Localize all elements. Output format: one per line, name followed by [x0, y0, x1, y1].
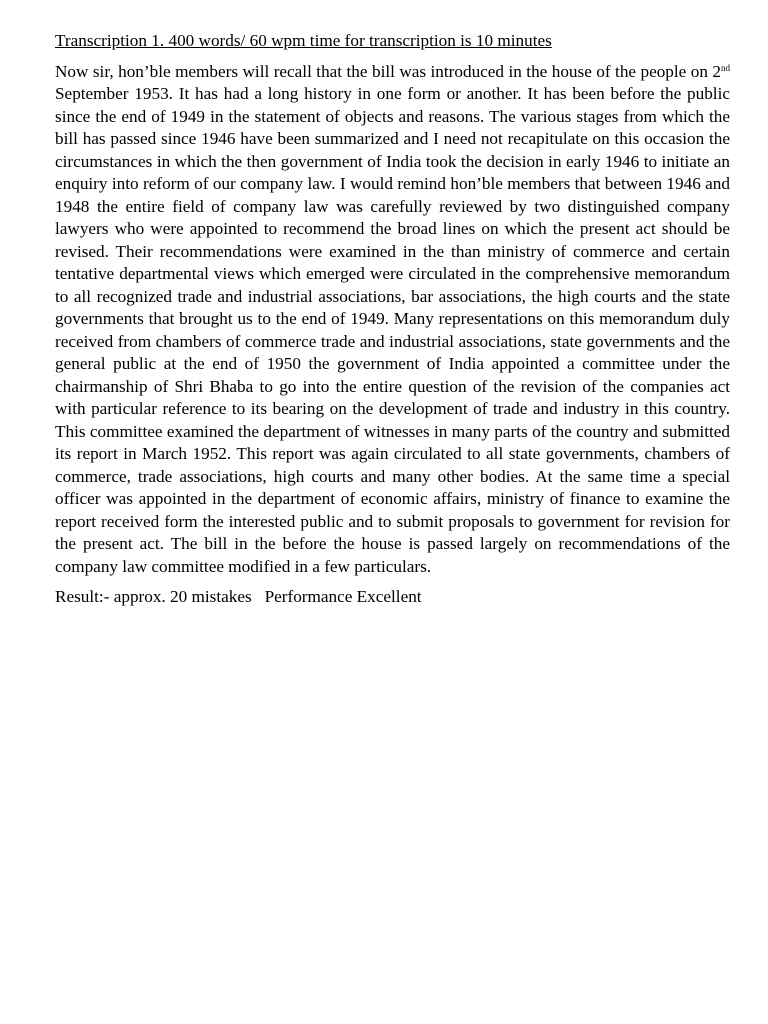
result-line: Result:- approx. 20 mistakes Performance Excellent — [55, 587, 422, 606]
paragraph-lead: Now sir, hon’ble members will recall that the bill was introduced in the house of the people on 2 — [55, 61, 721, 81]
document-title: Transcription 1. 400 words/ 60 wpm time for transcription is 10 minutes — [55, 31, 552, 50]
document-page — [55, 30, 730, 609]
ordinal-superscript: nd — [721, 62, 730, 73]
paragraph-rest: September 1953. It has had a long history in one form or another. It has been before the public since the end of 1949 in the statement of objects and reasons. The various stages from which the bill has passed since 1946 have been summarized and I need not recapitulate on this occasion the circumstances in which the then government of India took the decision in early 1946 to initiate an enquiry into reform of our company law. I would remind hon’ble members that between 1946 and 1948 the entire field of company law was carefully reviewed by two distinguished company lawyers who were appointed to recommend the broad lines on which the present act should be revised. Their recommendations were examined in the than ministry of commerce and certain tentative departmental views which emerged were circulated in the comprehensive memorandum to all recognized trade and industrial associations, bar associations, the high courts and the state governments that brought us to the end of 1949. Many representations on this memorandum duly received from chambers of commerce trade and industrial associations, state governments and the general public at the end of 1950 the government of India appointed a committee under the chairmanship of Shri Bhaba to go into the entire question of the revision of the companies act with particular reference to its bearing on the development of trade and industry in this country. This committee examined the department of witnesses in many parts of the country and submitted its report in March 1952. This report was again circulated to all state governments, chambers of commerce, trade associations, high courts and many other bodies. At the same time a special officer was appointed in the department of economic affairs, ministry of finance to examine the report received form the interested public and to submit proposals to government for revision for the present act. The bill in the before the house is passed largely on recommendations of the company law committee modified in a few particulars. — [55, 84, 730, 576]
transcription-paragraph — [55, 61, 730, 579]
